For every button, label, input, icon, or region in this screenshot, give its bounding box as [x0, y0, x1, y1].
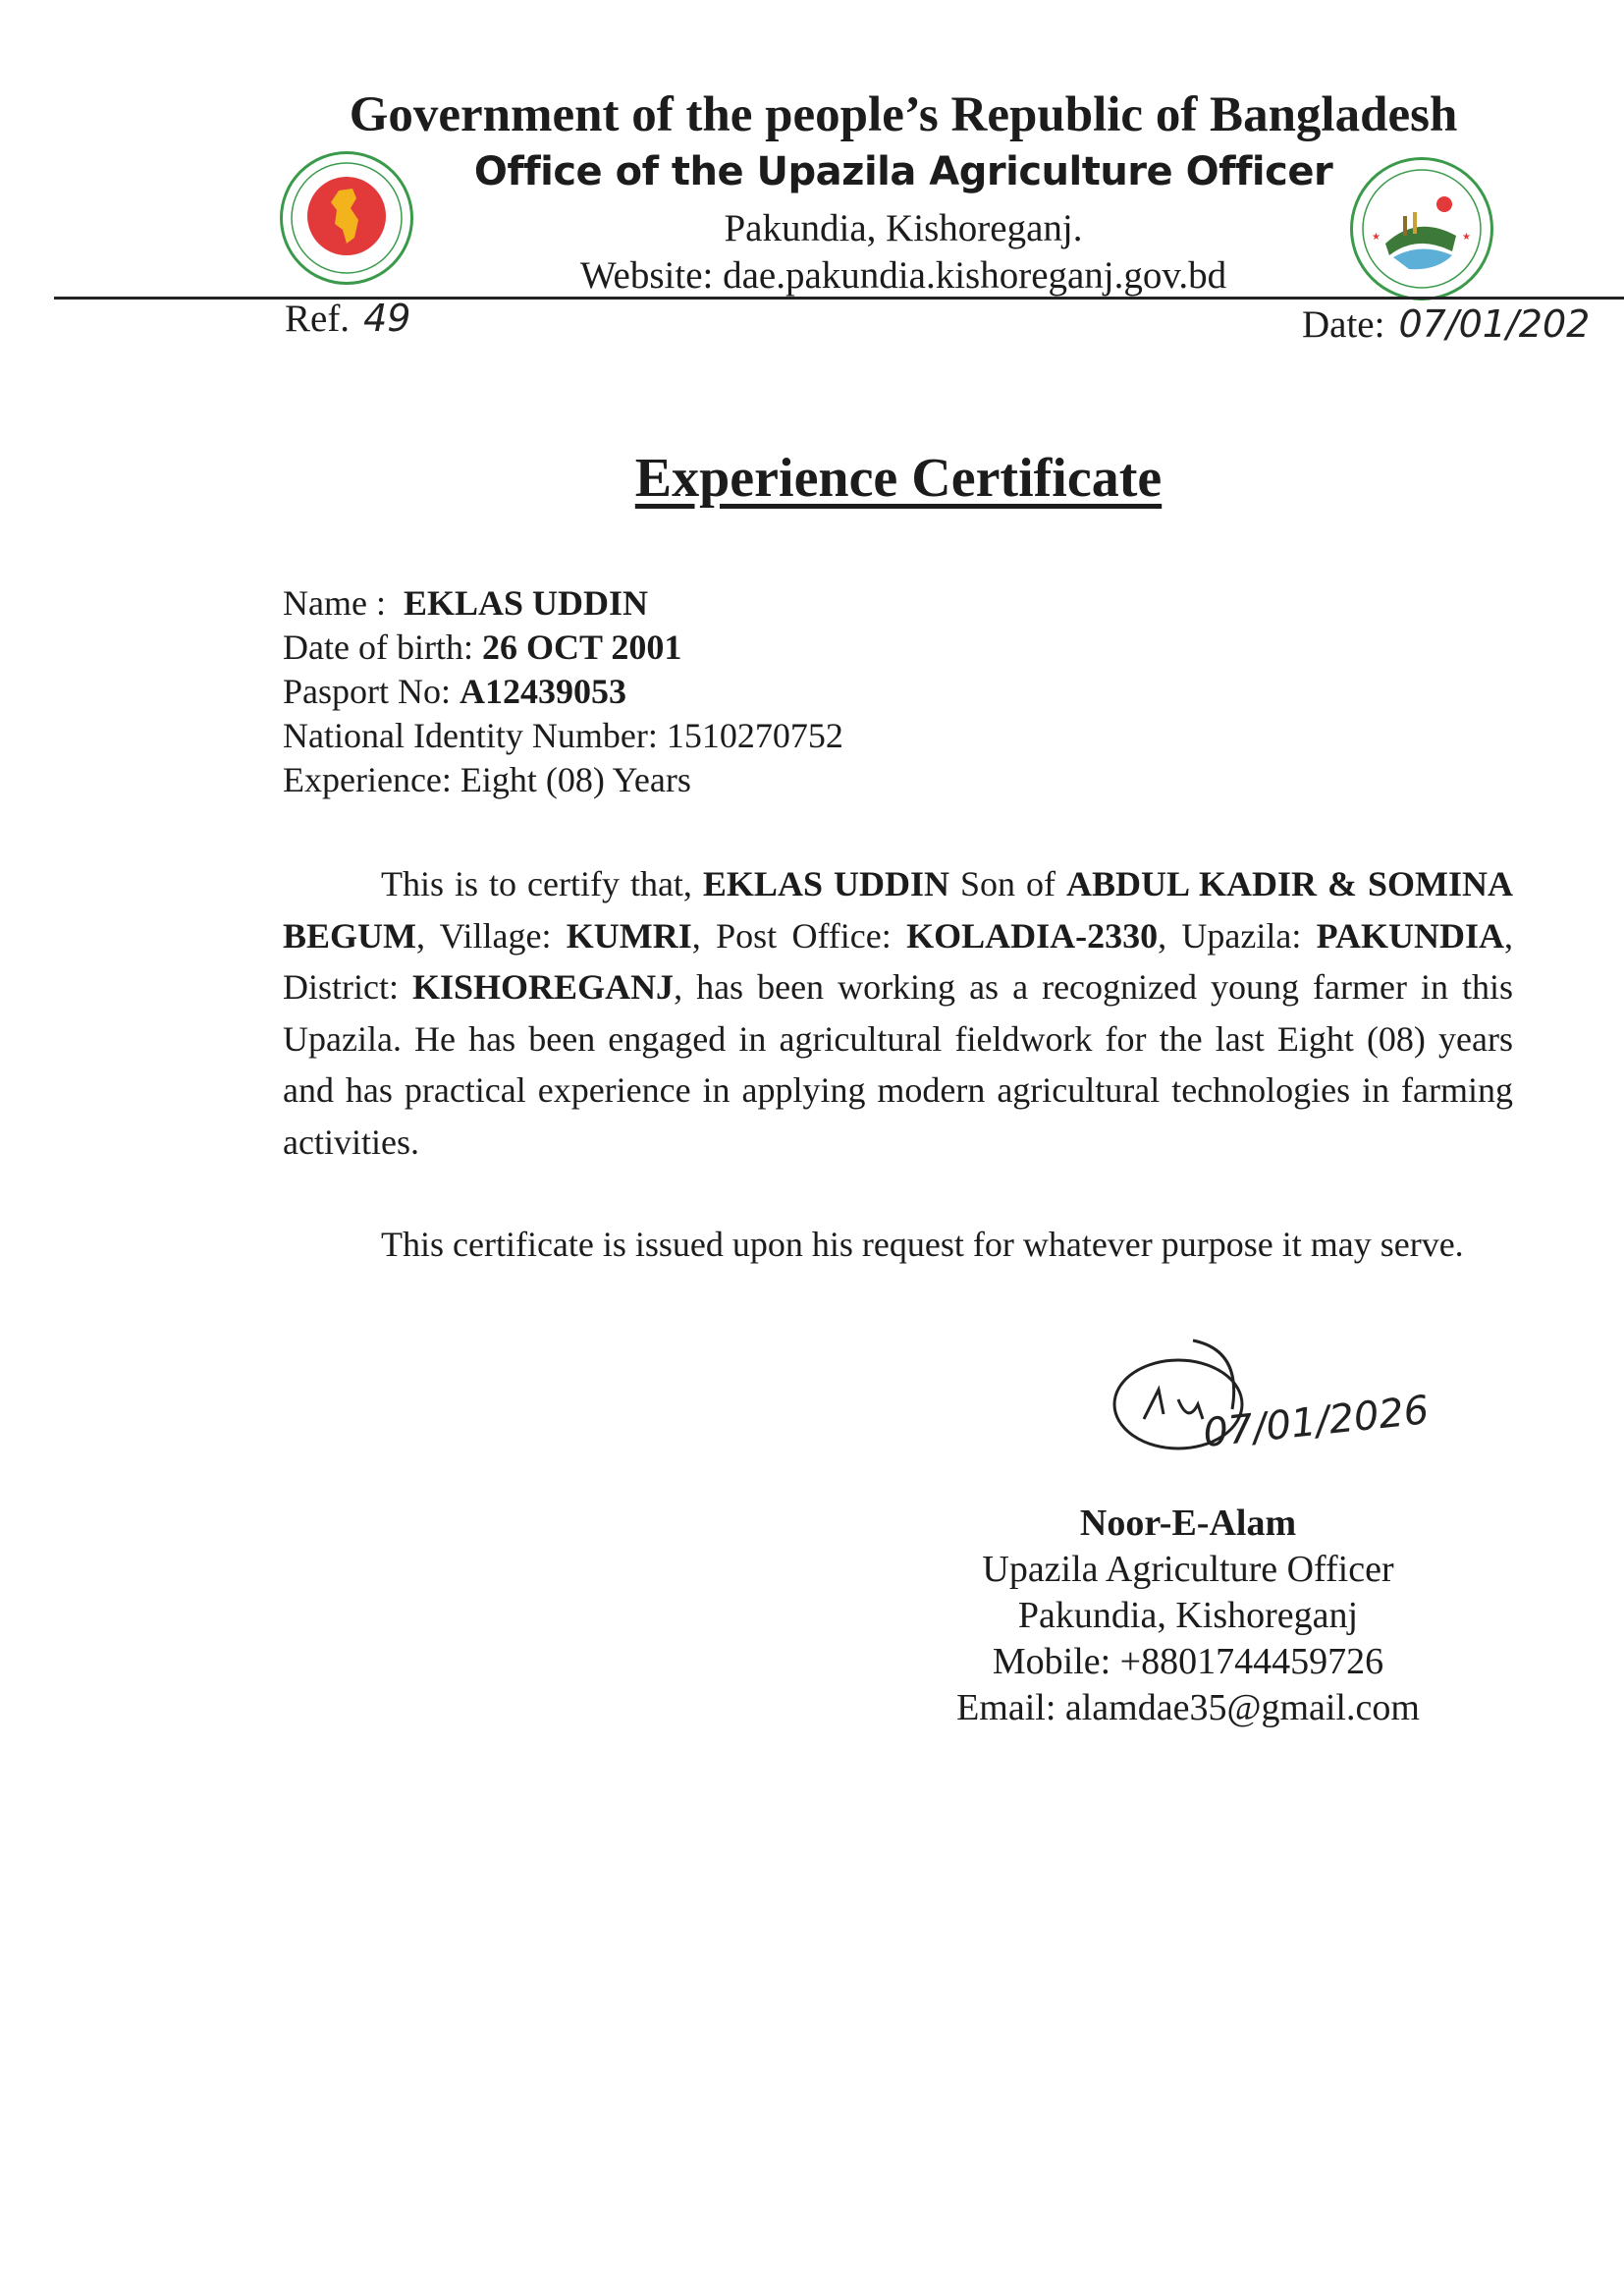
text: , Post Office: [691, 915, 907, 956]
office-location: Pakundia, Kishoreganj. [724, 207, 1083, 249]
district: KISHOREGANJ [412, 967, 675, 1007]
ref-value: 49 [363, 297, 411, 340]
signatory-mobile: Mobile: +8801744459726 [992, 1641, 1384, 1682]
passport-label: Pasport No: [283, 672, 460, 711]
signature-date: 07/01/2026 [1201, 1388, 1432, 1456]
svg-text:★: ★ [378, 218, 387, 229]
name-label: Name : [283, 583, 404, 623]
upazila: PAKUNDIA [1316, 915, 1504, 956]
text: , Village: [416, 915, 567, 956]
certificate-title: Experience Certificate [634, 448, 1163, 509]
issue-date [1302, 302, 1590, 347]
purpose-text: This certificate is issued upon his request for whatever purpose it may serve. [381, 1225, 1464, 1264]
passport-row [283, 670, 843, 714]
text: , has been working as a recognized young farmer in this Upazila. He has been engaged in agricultural fieldwork for the last Eight (08) years and has practical experience in applying modern agricultural technologies in farming activities. [283, 967, 1514, 1162]
passport-value: A12439053 [460, 672, 626, 711]
signatory-email[interactable]: Email: alamdae35@gmail.com [956, 1687, 1420, 1728]
text: This is to certify that, [381, 864, 703, 903]
reference-number [285, 297, 410, 341]
signatory-location: Pakundia, Kishoreganj [1017, 1595, 1359, 1636]
handwritten-signature [1105, 1331, 1497, 1488]
name-row [283, 581, 843, 626]
svg-text:★: ★ [307, 218, 316, 229]
office-website: Website: dae.pakundia.kishoreganj.gov.bd [579, 254, 1227, 297]
parents-names: ABDUL KADIR & SOMINA BEGUM [283, 864, 1513, 956]
date-label: Date: [1302, 303, 1385, 346]
dob-value: 26 OCT 2001 [481, 628, 682, 667]
holder-name: EKLAS UDDIN [702, 864, 949, 903]
nid-label: National Identity Number: [283, 716, 667, 755]
date-value: 07/01/202 [1398, 302, 1591, 346]
text: , Upazila: [1158, 915, 1317, 956]
nid-row [283, 714, 843, 758]
village: KUMRI [566, 915, 692, 956]
personal-details [283, 581, 843, 802]
experience-row [283, 758, 843, 802]
dob-label: Date of birth: [283, 628, 482, 667]
purpose-paragraph [283, 1219, 1513, 1271]
signatory-name: Noor-E-Alam [1079, 1503, 1297, 1544]
signatory-designation: Upazila Agriculture Officer [982, 1549, 1394, 1590]
government-title: Government of the people’s Republic of Bangladesh [349, 87, 1458, 142]
experience-label: Experience: [283, 760, 460, 799]
signatory-block [884, 1501, 1492, 1731]
experience-value: Eight (08) Years [460, 760, 691, 799]
ref-label: Ref. [285, 298, 351, 340]
svg-text:★: ★ [1372, 232, 1380, 243]
text: Son of [948, 864, 1066, 903]
certification-paragraph [283, 858, 1513, 1168]
text: , District: [283, 915, 1513, 1007]
office-name: Office of the Upazila Agriculture Officer [473, 149, 1333, 194]
name-value: EKLAS UDDIN [403, 583, 649, 623]
post-office: KOLADIA-2330 [906, 915, 1159, 956]
dob-row [283, 626, 843, 670]
nid-value: 1510270752 [666, 716, 843, 755]
svg-text:★: ★ [1462, 232, 1471, 243]
